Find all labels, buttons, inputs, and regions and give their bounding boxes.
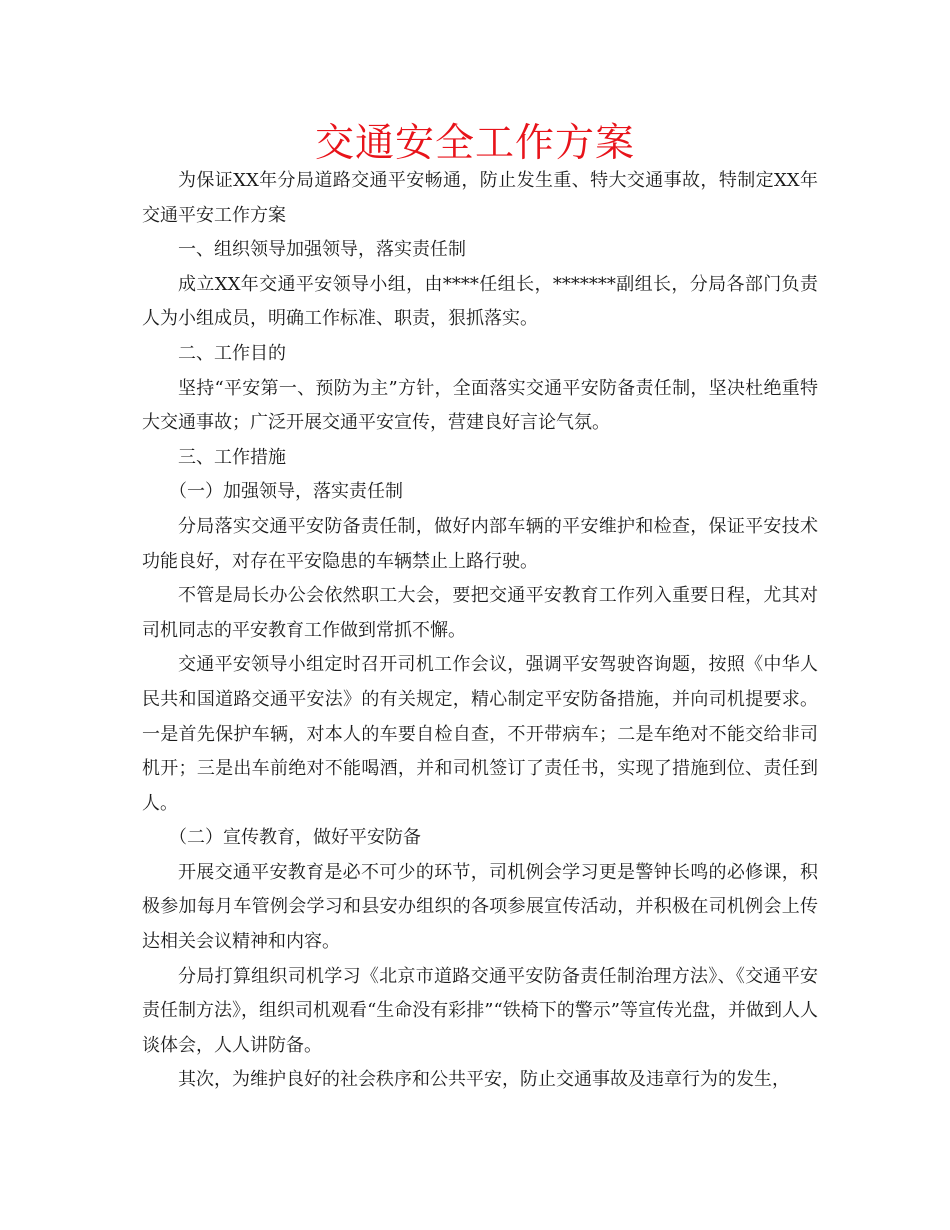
section-heading-goals: 二、工作目的 [178,342,286,364]
paragraph-goals: 坚持“平安第一、预防为主”方针，全面落实交通平安防备责任制，坚决杜绝重特大交通事故；广泛开展交通平安宣传，营建良好言论气氛。 [142,377,818,434]
document-title: 交通安全工作方案 [314,121,635,166]
paragraph-organization: 成立XX年交通平安领导小组，由****任组长，*******副组长，分局各部门负责人为小组成员，明确工作标准、职责，狠抓落实。 [142,273,818,330]
section-heading-organization: 一、组织领导加强领导，落实责任制 [178,239,466,261]
paragraph-education-agenda: 不管是局长办公会依然职工大会，要把交通平安教育工作列入重要日程，尤其对司机同志的平安教育工作做到常抓不懈。 [142,585,818,641]
subsection-heading-publicity: （二）宣传教育，做好平安防备 [169,827,421,849]
paragraph-secondly: 其次，为维护良好的社会秩序和公共平安，防止交通事故及违章行为的发生， [178,1069,790,1091]
paragraph-driver-meetings: 交通平安领导小组定时召开司机工作会议，强调平安驾驶咨询题，按照《中华人民共和国道路交通平安法》的有关规定，精心制定平安防备措施，并向司机提要求。一是首先保护车辆，对本人的车要自检自查，不开带病车；二是车绝对不能交给非司机开；三是出车前绝对不能喝酒，并和司机签订了责任书，实现了措施到位、责任到人。 [142,654,818,814]
document-body [142,164,818,1098]
subsection-heading-leadership: （一）加强领导，落实责任制 [169,481,403,503]
paragraph-intro: 为保证XX年分局道路交通平安畅通，防止发生重、特大交通事故，特制定XX年交通平安工作方案 [142,170,818,226]
section-heading-measures: 三、工作措施 [178,446,286,468]
paragraph-driver-study: 分局打算组织司机学习《北京市道路交通平安防备责任制治理方法》、《交通平安责任制方法》，组织司机观看“生命没有彩排”“铁椅下的警示”等宣传光盘，并做到人人谈体会，人人讲防备。 [142,965,818,1056]
paragraph-vehicle-maintenance: 分局落实交通平安防备责任制，做好内部车辆的平安维护和检查，保证平安技术功能良好，对存在平安隐患的车辆禁止上路行驶。 [142,515,818,572]
paragraph-safety-education: 开展交通平安教育是必不可少的环节，司机例会学习更是警钟长鸣的必修课，积极参加每月车管例会学习和县安办组织的各项参展宣传活动，并积极在司机例会上传达相关会议精神和内容。 [142,861,818,953]
